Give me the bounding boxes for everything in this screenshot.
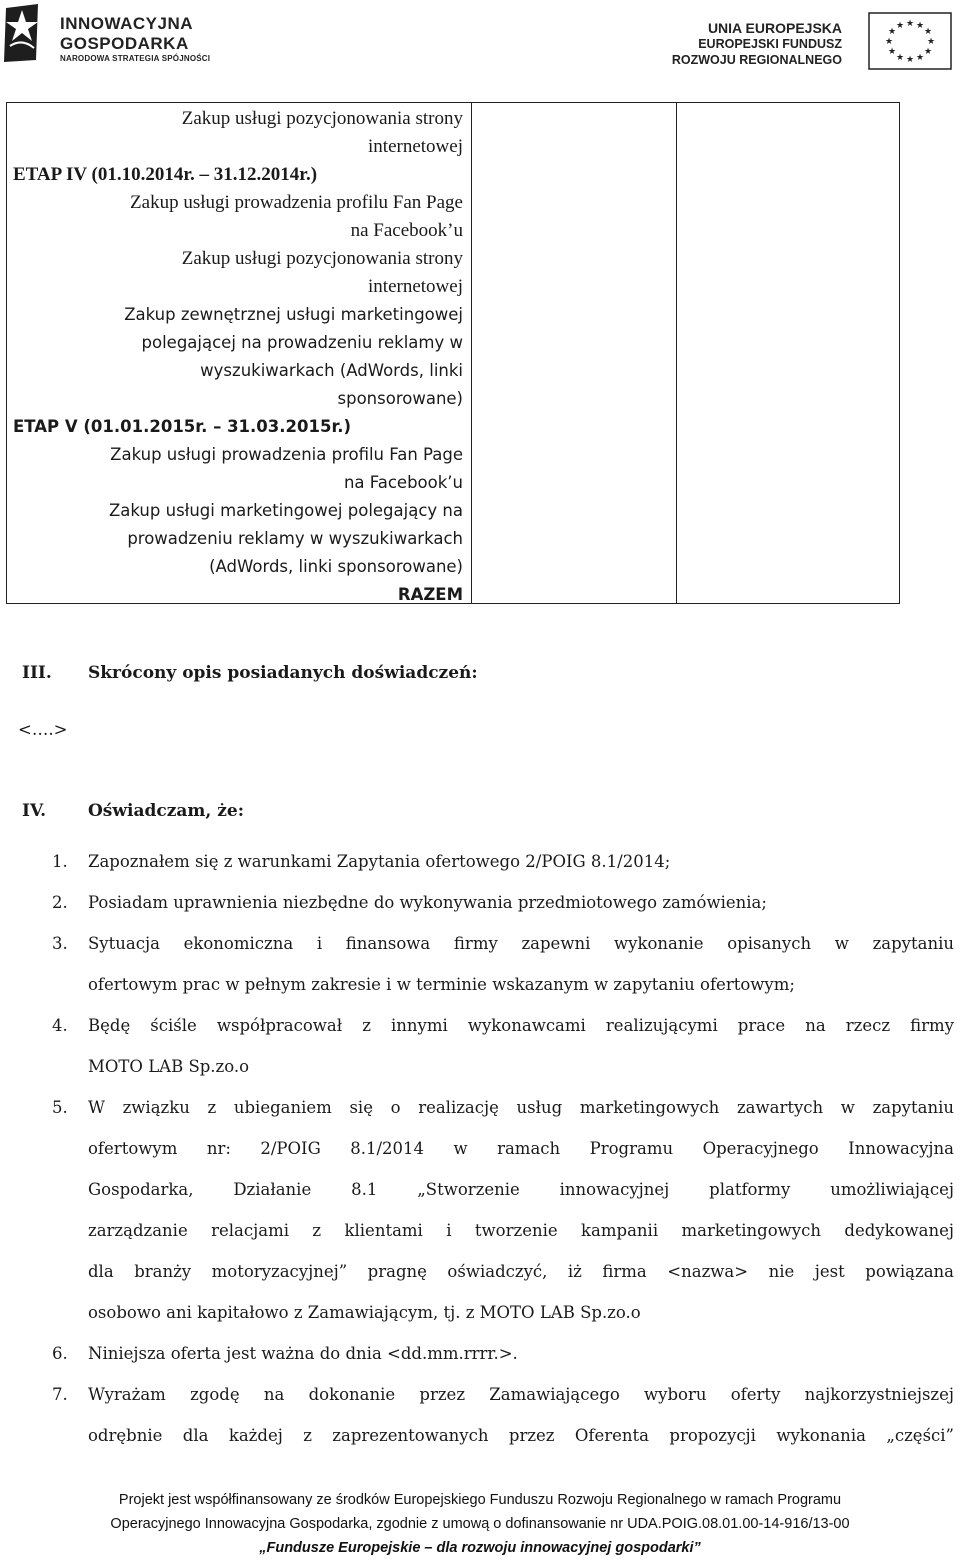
table-cell-line: (AdWords, linki sponsorowane) — [209, 557, 463, 576]
section-4-number: IV. — [22, 801, 47, 821]
statement-line: W związku z ubieganiem się o realizację usług marketingowych zawartych w zapytaniu — [88, 1098, 954, 1117]
statement-line: Zapoznałem się z warunkami Zapytania ofertowego 2/POIG 8.1/2014; — [88, 852, 671, 871]
table-cell-line: Zakup usługi pozycjonowania strony — [181, 248, 463, 269]
innowacyjna-gospodarka-logo — [0, 0, 260, 72]
ue-logo-line-1: UNIA EUROPEJSKA — [707, 20, 842, 36]
svg-text:★: ★ — [887, 27, 897, 37]
section-3-title: Skrócony opis posiadanych doświadczeń: — [88, 663, 478, 683]
statement-line: ofertowym prac w pełnym zakresie i w terminie wskazanym w zapytaniu ofertowym; — [88, 975, 795, 994]
footer-line-1: Projekt jest współfinansowany ze środków Europejskiego Funduszu Rozwoju Regionalnego w ramach Programu — [118, 1492, 842, 1508]
statement-line: MOTO LAB Sp.zo.o — [88, 1057, 250, 1076]
footer-line-2: Operacyjnego Innowacyjna Gospodarka, zgodnie z umową o dofinansowanie nr UDA.POIG.08.01.00-14-916/13-00 — [110, 1516, 850, 1532]
svg-text:★: ★ — [915, 53, 925, 63]
statement-number: 6. — [52, 1344, 68, 1363]
table-column-3 — [677, 103, 899, 603]
table-cell-line: Zakup usługi marketingowej polegający na — [108, 501, 463, 520]
svg-text:★: ★ — [905, 55, 915, 65]
table-cell-line: Zakup usługi prowadzenia profilu Fan Page — [110, 445, 463, 464]
svg-text:★: ★ — [884, 37, 894, 47]
eu-flag-icon — [868, 12, 952, 70]
table-cell-line: na Facebook’u — [343, 473, 463, 492]
svg-text:★: ★ — [923, 27, 933, 37]
statement-line: Gospodarka, Działanie 8.1 „Stworzenie innowacyjnej platformy umożliwiającej — [88, 1180, 954, 1199]
table-cell-line: internetowej — [368, 276, 463, 297]
svg-text:★: ★ — [895, 53, 905, 63]
svg-text:★: ★ — [915, 21, 925, 31]
section-3-placeholder: <….> — [18, 720, 68, 739]
table-cell-line: Zakup usługi prowadzenia profilu Fan Page — [130, 192, 463, 213]
svg-text:★: ★ — [887, 47, 897, 57]
table-cell-line: Zakup zewnętrznej usługi marketingowej — [124, 305, 463, 324]
table-cell-line: Zakup usługi pozycjonowania strony — [181, 108, 463, 129]
statement-line: ofertowym nr: 2/POIG 8.1/2014 w ramach Programu Operacyjnego Innowacyjna — [88, 1139, 954, 1158]
table-cell-line: RAZEM — [397, 585, 463, 604]
table-cell-line: internetowej — [368, 136, 463, 157]
ue-logo-line-2: EUROPEJSKI FUNDUSZ — [698, 37, 842, 51]
section-3-number: III. — [22, 663, 52, 683]
statement-line: Posiadam uprawnienia niezbędne do wykonywania przedmiotowego zamówienia; — [88, 893, 767, 912]
statement-line: osobowo ani kapitałowo z Zamawiającym, tj. z MOTO LAB Sp.zo.o — [88, 1303, 641, 1322]
table-cell-line: na Facebook’u — [350, 220, 463, 241]
cost-table — [6, 102, 900, 604]
svg-text:★: ★ — [905, 19, 915, 29]
statement-line: zarządzanie relacjami z klientami i tworzenie kampanii marketingowych dedykowanej — [88, 1221, 954, 1240]
statement-number: 3. — [52, 934, 68, 953]
footer-line-3: „Fundusze Europejskie – dla rozwoju innowacyjnej gospodarki” — [259, 1540, 701, 1556]
logo-line-3: NARODOWA STRATEGIA SPÓJNOŚCI — [60, 54, 211, 63]
logo-line-2: GOSPODARKA — [60, 34, 189, 53]
statement-line: Wyrażam zgodę na dokonanie przez Zamawiającego wyboru oferty najkorzystniejszej — [88, 1385, 954, 1404]
statement-number: 2. — [52, 893, 68, 912]
table-column-2 — [472, 103, 677, 603]
unia-europejska-logo — [660, 0, 960, 72]
statement-number: 1. — [52, 852, 68, 871]
table-cell-line: polegającej na prowadzeniu reklamy w — [141, 333, 463, 352]
statement-line: odrębnie dla każdej z zaprezentowanych przez Oferenta propozycji wykonania „części” — [88, 1426, 954, 1445]
section-4-title: Oświadczam, że: — [88, 801, 244, 821]
svg-text:★: ★ — [926, 37, 936, 47]
table-column-description — [7, 103, 472, 603]
ue-logo-line-3: ROZWOJU REGIONALNEGO — [671, 53, 842, 67]
statement-number: 4. — [52, 1016, 68, 1035]
table-cell-line: sponsorowane) — [337, 389, 463, 408]
statement-line: Sytuacja ekonomiczna i finansowa firmy zapewni wykonanie opisanych w zapytaniu — [88, 934, 954, 953]
table-cell-line: wyszukiwarkach (AdWords, linki — [200, 361, 463, 380]
svg-text:★: ★ — [895, 21, 905, 31]
logo-line-1: INNOWACYJNA — [60, 14, 194, 33]
statement-line: Będę ściśle współpracował z innymi wykonawcami realizującymi prace na rzecz firmy — [88, 1016, 954, 1035]
statement-line: dla branży motoryzacyjnej” pragnę oświadczyć, iż firma <nazwa> nie jest powiązana — [88, 1262, 954, 1281]
statement-number: 5. — [52, 1098, 68, 1117]
table-cell-line: prowadzeniu reklamy w wyszukiwarkach — [127, 529, 463, 548]
statement-number: 7. — [52, 1385, 68, 1404]
table-cell-line: ETAP IV (01.10.2014r. – 31.12.2014r.) — [13, 164, 318, 185]
statement-line: Niniejsza oferta jest ważna do dnia <dd.mm.rrrr.>. — [88, 1344, 518, 1363]
innowacyjna-gospodarka-mark-icon — [2, 2, 42, 64]
svg-text:★: ★ — [923, 47, 933, 57]
table-cell-line: ETAP V (01.01.2015r. – 31.03.2015r.) — [13, 417, 352, 436]
